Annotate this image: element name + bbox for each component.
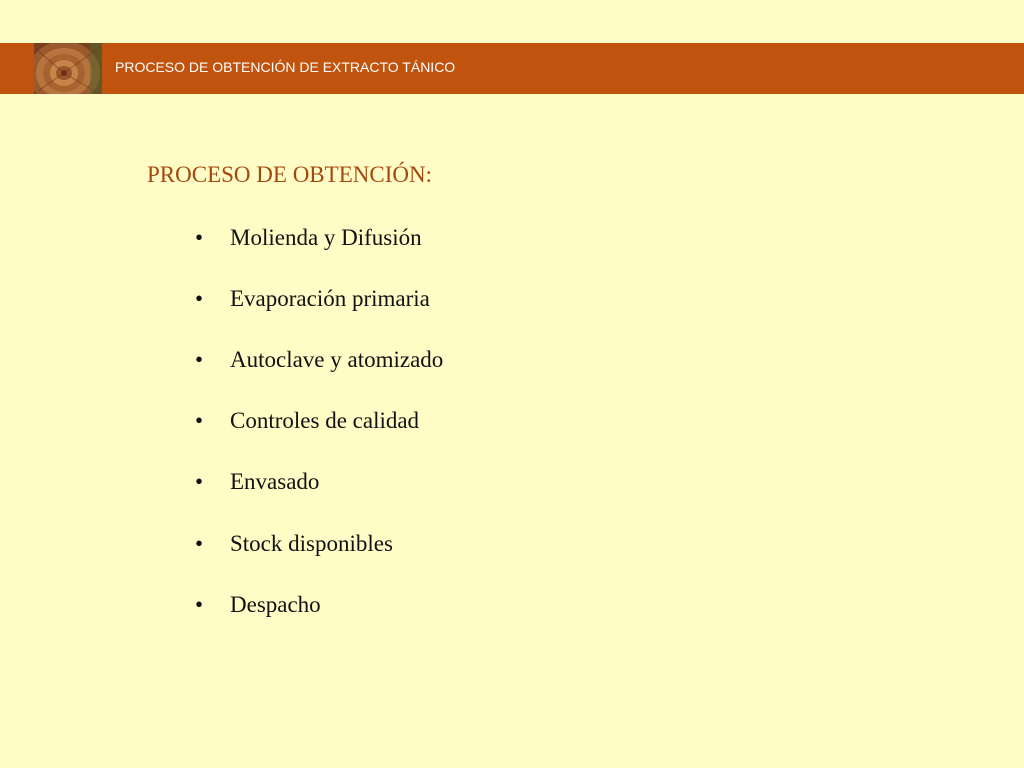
step-label: Stock disponibles <box>230 531 393 556</box>
bullet-icon: • <box>195 408 204 433</box>
bullet-icon: • <box>195 469 204 494</box>
section-title: PROCESO DE OBTENCIÓN: <box>147 162 432 187</box>
step-label: Autoclave y atomizado <box>230 347 444 372</box>
bullet-icon: • <box>195 225 204 250</box>
bullet-icon: • <box>195 347 204 372</box>
wood-cross-section-icon <box>34 43 102 94</box>
bullet-icon: • <box>195 286 204 311</box>
step-label: Evaporación primaria <box>230 286 430 311</box>
step-label: Controles de calidad <box>230 408 420 433</box>
bullet-icon: • <box>195 592 204 617</box>
bullet-icon: • <box>195 531 204 556</box>
step-label: Envasado <box>230 469 320 494</box>
header-title: PROCESO DE OBTENCIÓN DE EXTRACTO TÁNICO <box>115 59 456 75</box>
step-label: Despacho <box>230 592 321 617</box>
step-label: Molienda y Difusión <box>230 225 422 250</box>
header-bar <box>0 43 1024 94</box>
